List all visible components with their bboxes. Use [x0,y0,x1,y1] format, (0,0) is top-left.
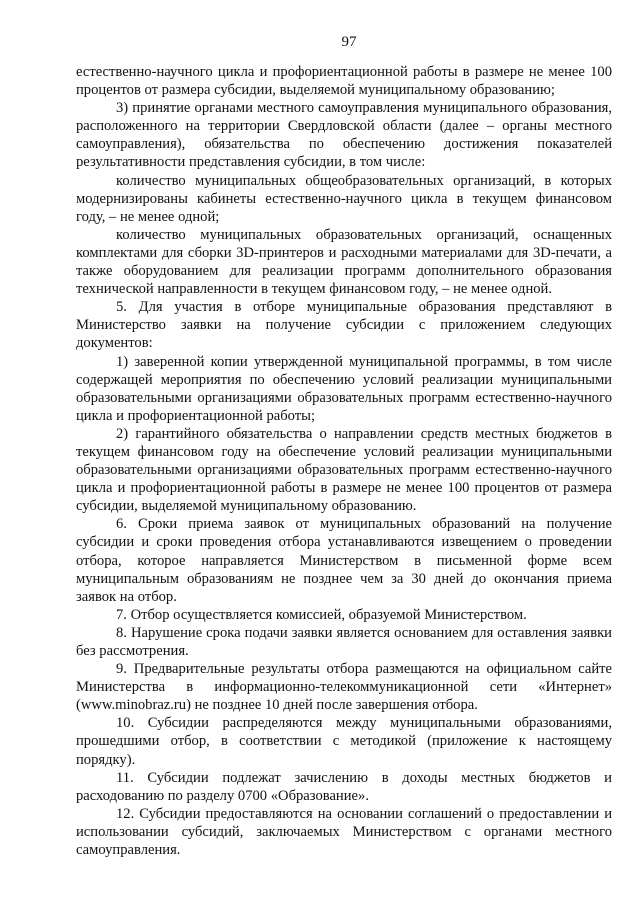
paragraph-section-6: 6. Сроки приема заявок от муниципальных образований на получение субсидии и сроки проведения отбора устанавливаются извещением о проведении отбора, которое направляется Министерством в письменной форме всем муниципальным образованиям не позднее чем за 30 дней до окончания приема заявок на отбор. [76,516,612,605]
paragraph-section-7: 7. Отбор осуществляется комиссией, образуемой Министерством. [116,606,527,623]
paragraph-indicator-3d: количество муниципальных образовательных организаций, оснащенных комплектами для сборки 3D-принтеров и расходными материалами для 3D-печати, а также оборудованием для реализации программ дополнительного образования технической направленности в текущем финансовом году, – не менее одной. [76,226,612,298]
paragraph-section-8: 8. Нарушение срока подачи заявки является основанием для оставления заявки без рассмотрения. [76,624,612,659]
paragraph-section-9: 9. Предварительные результаты отбора размещаются на официальном сайте Министерства в информационно-телекоммуникационной сети «Интернет» (www.minobraz.ru) не позднее 10 дней после завершения отбора. [76,661,612,714]
paragraph-section-5: 5. Для участия в отборе муниципальные образования представляют в Министерство заявки на получение субсидии с приложением следующих документов: [76,299,612,352]
paragraph-continuation: естественно-научного цикла и профориентационной работы в размере не менее 100 процентов от размера субсидии, выделяемой муниципальному образованию; [76,64,612,99]
page-number: 97 [341,34,357,50]
paragraph-section-11: 11. Субсидии подлежат зачислению в доходы местных бюджетов и расходованию по разделу 0700 «Образование». [76,769,612,804]
paragraph-indicator-schools: количество муниципальных общеобразовательных организаций, в которых модернизированы кабинеты естественно-научного цикла в текущем финансовом году, – не менее одной; [76,172,612,225]
paragraph-item-3: 3) принятие органами местного самоуправления муниципального образования, расположенного на территории Свердловской области (далее – органы местного самоуправления), обязательства по обеспечению достижения показателей результативности представления субсидии, в том числе: [76,100,612,171]
paragraph-section-5-item-2: 2) гарантийного обязательства о направлении средств местных бюджетов в текущем финансовом году на обеспечение условий реализации муниципальными образовательными организациями образовательных программ естественно-научного цикла и профориентационной работы в размере не менее 100 процентов от размера субсидии, выделяемой муниципальному образованию. [76,425,612,515]
paragraph-section-12: 12. Субсидии предоставляются на основании соглашений о предоставлении и использовании субсидий, заключаемых Министерством с органами местного самоуправления. [76,805,612,859]
paragraph-section-5-item-1: 1) заверенной копии утвержденной муниципальной программы, в том числе содержащей мероприятия по обеспечению условий реализации муниципальными образовательными организациями образовательных программ естественно-научного цикла и профориентационной работы; [76,353,612,424]
paragraph-section-10: 10. Субсидии распределяются между муниципальными образованиями, прошедшими отбор, в соответствии с методикой (приложение к настоящему порядку). [76,715,612,768]
